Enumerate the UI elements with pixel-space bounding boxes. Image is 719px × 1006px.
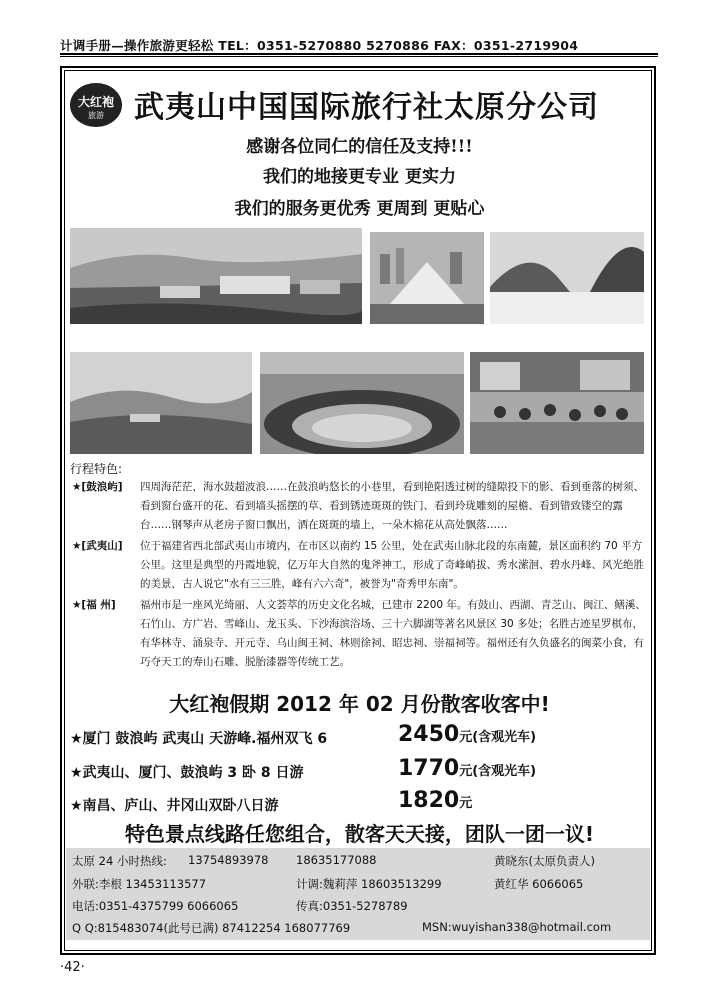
- photo-tulou: [260, 352, 464, 454]
- price-unit: 元: [459, 796, 473, 811]
- promo-banner: 大红袍假期 2012 年 02 月份散客收客中!: [169, 692, 550, 716]
- price-unit: 元(含观光车): [459, 730, 537, 745]
- feature-label: ★[鼓浪屿]: [72, 481, 123, 493]
- fax-contact: 传真:0351-5278789: [296, 899, 408, 913]
- header-rule: [60, 53, 658, 55]
- feature-label: ★[福 州]: [72, 599, 116, 611]
- feature-text: 四周海茫茫，海水鼓超波浪……在鼓浪屿悠长的小巷里，看到艳阳透过树的缝隙投下的影、看到垂落的树须、看到窗台盛开的花、看到墙头摇摆的草、看到锈迹斑斑的铁门、看到玲珑雕刻的屋檐、看到错致镂空的露台……钢琴声从老房子窗口飘出，洒在斑斑的墙上，一朵木棉花从高处飘落……: [140, 481, 644, 531]
- company-logo: [70, 83, 122, 127]
- page-header: 计调手册—操作旅游更轻松 TEL：0351-5270880 5270886 FAX：0351-2719904: [60, 38, 579, 53]
- hotline-number-1: 13754893978: [188, 853, 269, 867]
- route-1-name: ★厦门 鼓浪屿 武夷山 天游峰.福州双飞 6: [70, 731, 328, 747]
- slogan-local: 我们的地接更专业 更实力: [263, 167, 456, 187]
- logo-text: 大红袍: [77, 95, 114, 109]
- slogan-thanks: 感谢各位同仁的信任及支持!!!: [246, 137, 473, 157]
- msn-contact: MSN:wuyishan338@hotmail.com: [422, 920, 612, 934]
- photo-mountain-lake: [490, 232, 644, 324]
- header-rule-thin: [60, 56, 658, 57]
- route-2-price: [398, 756, 536, 781]
- feature-text: 福州市是一座风光绮丽、人文荟萃的历史文化名城，已建市 2200 年。有鼓山、西湖、青芝山、闽江、鳝溪、石竹山、方广岩、雪峰山、龙玉头、下沙海滨浴场、三十六脚湖等著名风景区 30 多处；名胜古迹星罗棋布，有华林寺、涌泉寺、开元寺、乌山闽王祠、林则徐祠、昭忠祠、崇福祠等。福州还有久负盛名的闽菜小食，有巧夺天工的寿山石雕、脱胎漆器等传统工艺。: [140, 599, 646, 668]
- photo-coastal-town: [70, 228, 362, 324]
- feature-list: [72, 478, 650, 672]
- photo-hills-village: [70, 352, 252, 454]
- dispatcher-contact: 计调:魏莉萍 18603513299: [296, 877, 442, 891]
- price-value: 2450: [398, 722, 460, 747]
- photo-tent-plaza: [370, 232, 484, 324]
- price-value: 1770: [398, 756, 460, 781]
- route-2-name: ★武夷山、厦门、鼓浪屿 3 卧 8 日游: [70, 765, 304, 781]
- promo-tagline: 特色景点线路任您组合，散客天天接，团队一团一议!: [124, 822, 595, 846]
- liaison-contact: 外联:李根 13453113577: [72, 877, 207, 891]
- feature-fuzhou: [72, 596, 650, 672]
- manager-2-contact: 黄红华 6066065: [494, 877, 584, 891]
- feature-gulangyu: [72, 478, 650, 535]
- price-value: 1820: [398, 788, 460, 813]
- route-1-price: [398, 722, 536, 747]
- qq-contact: Q Q:815483074(此号已满) 87412254 168077769: [72, 921, 351, 935]
- photo-tour-group: [470, 352, 644, 454]
- phone-contact: 电话:0351-4375799 6066065: [72, 899, 239, 913]
- feature-wuyishan: [72, 537, 650, 594]
- route-3-price: [398, 788, 472, 813]
- price-unit: 元(含观光车): [459, 764, 537, 779]
- feature-text: 位于福建省西北部武夷山市境内，在市区以南约 15 公里，处在武夷山脉北段的东南麓，景区面积约 70 平方公里。这里是典型的丹霞地貌，亿万年大自然的鬼斧神工，形成了奇峰峭拔、秀水潆洄、碧水丹峰、风光绝胜的美景，古人说它"水有三三胜，峰有六六奇"，被誉为"奇秀甲东南"。: [140, 540, 644, 590]
- contact-panel: [66, 848, 650, 940]
- slogan-service: 我们的服务更优秀 更周到 更贴心: [234, 199, 485, 219]
- hotline-label: 太原 24 小时热线:: [72, 854, 167, 868]
- logo-subtext: 旅游: [88, 111, 104, 120]
- manager-contact: 黄晓东(太原负责人): [494, 854, 595, 868]
- route-3-name: ★南昌、庐山、井冈山双卧八日游: [70, 798, 279, 814]
- page-number: ·42·: [60, 960, 85, 975]
- feature-label: ★[武夷山]: [72, 540, 123, 552]
- features-title: 行程特色:: [70, 462, 123, 476]
- company-name: 武夷山中国国际旅行社太原分公司: [134, 90, 599, 125]
- hotline-number-2: 18635177088: [296, 853, 377, 867]
